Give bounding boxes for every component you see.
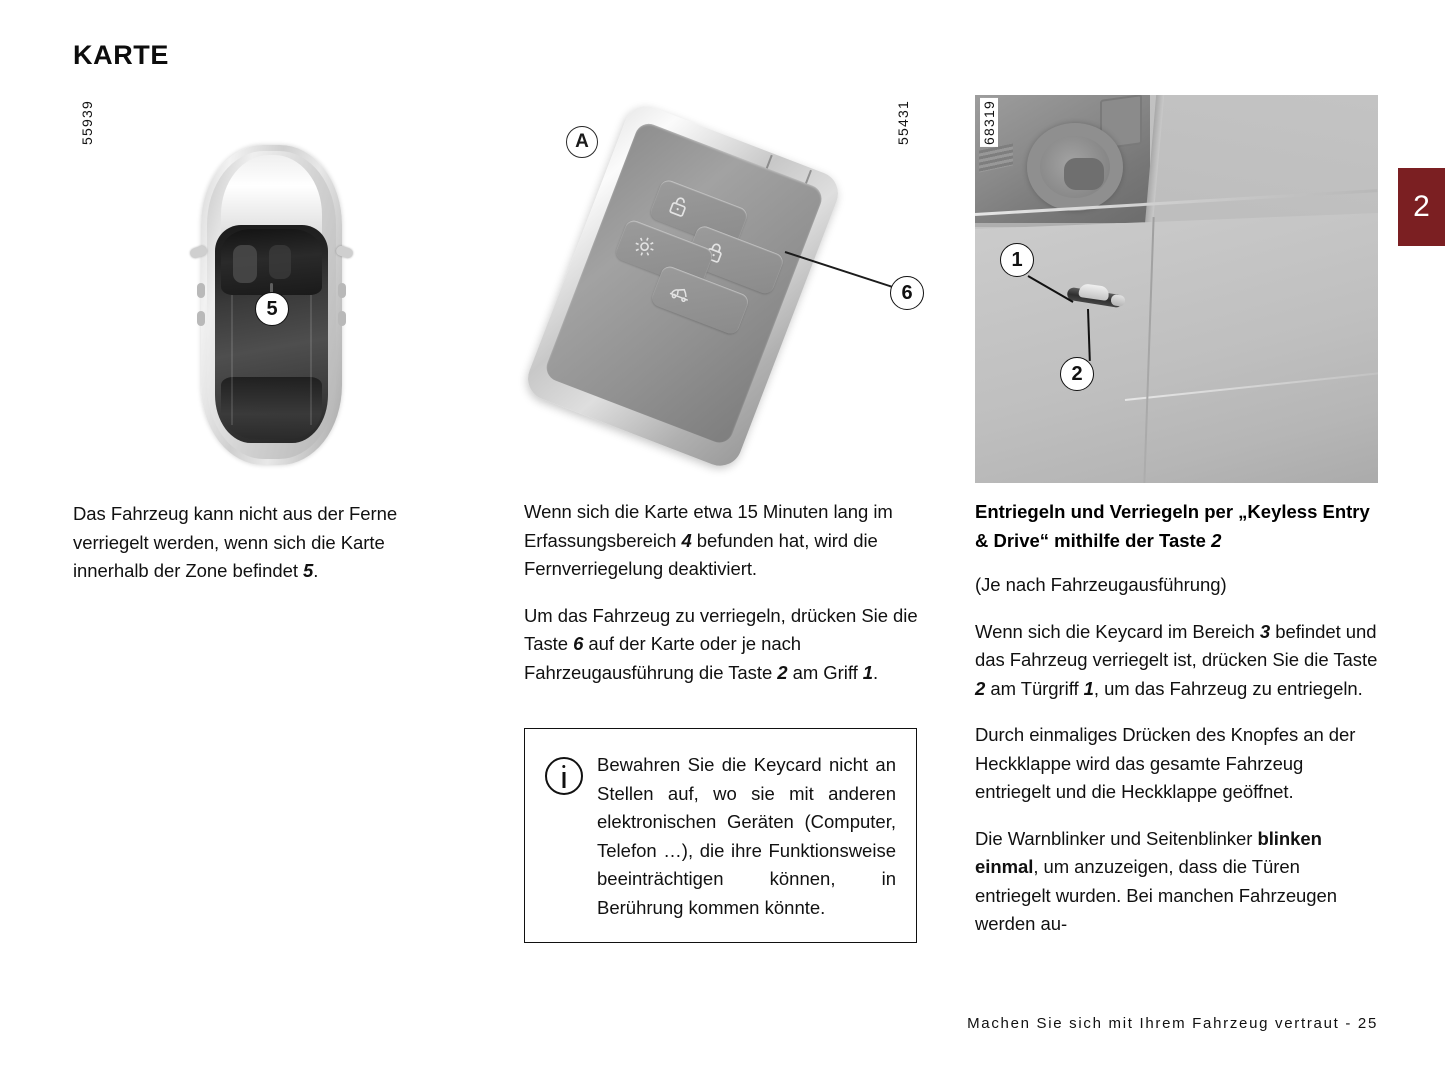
paragraph-c3-3: Durch einmaliges Drücken des Knopfes an der Heckklappe wird das gesamte Fahrzeug entriegelt und die Heckklappe geöffnet. <box>975 724 1356 802</box>
chapter-tab <box>1398 168 1445 246</box>
paragraph-text: Die Warnblinker und Seitenblinker <box>975 827 1258 849</box>
paragraph-c2-1 <box>524 498 919 584</box>
reference-number: 3 <box>1259 620 1271 642</box>
car-rear-glass <box>221 377 322 439</box>
emphasis-text: blinken einmal <box>975 827 1322 877</box>
reference-number: 4 <box>681 529 692 551</box>
car-handle-rear-left <box>197 311 205 326</box>
column-2-text <box>524 498 919 705</box>
paragraph-text: auf der Karte oder je nach Fahrzeugausführung die Taste <box>524 633 802 683</box>
paragraph-text-end: . <box>873 661 879 683</box>
air-vent <box>979 143 1013 172</box>
figure-label-text: A <box>575 131 589 152</box>
figure-keycard <box>524 90 919 480</box>
reference-number: 1 <box>1083 677 1094 699</box>
car-top-illustration <box>201 145 342 465</box>
steering-wheel <box>1027 123 1123 211</box>
unlock-icon <box>664 191 695 222</box>
section-heading <box>975 498 1378 555</box>
keycard-face <box>543 120 826 447</box>
figure-number-3: 68319 <box>981 100 997 145</box>
paragraph-c3-4 <box>975 825 1378 939</box>
callout-handle-1 <box>1000 243 1034 277</box>
paragraph-text: Wenn sich die Karte etwa 15 Minuten lang im Erfassungsbereich <box>524 501 893 551</box>
page-title: KARTE <box>73 40 169 70</box>
info-box <box>524 728 917 943</box>
body-crease-line <box>1125 371 1378 401</box>
car-handle-rear-right <box>338 311 346 326</box>
paragraph-c3-2 <box>975 618 1378 704</box>
column-3 <box>975 90 1378 934</box>
paragraph-text-end: . <box>313 560 319 581</box>
callout-label: 6 <box>901 281 913 304</box>
paragraph-c2-2 <box>524 602 919 688</box>
column-3-text <box>975 498 1378 957</box>
door-handle <box>1067 285 1125 305</box>
reference-number: 5 <box>303 560 314 581</box>
page-footer: Machen Sie sich mit Ihrem Fahrzeug vertraut - 25 <box>967 1015 1378 1032</box>
callout-label: 2 <box>1071 362 1083 385</box>
paragraph-text: Das Fahrzeug kann nicht aus der Ferne verriegelt werden, wenn sich die Karte innerhalb der Zone befindet <box>73 503 398 581</box>
paragraph-text: am Türgriff <box>985 677 1084 699</box>
callout-button-6 <box>890 276 924 310</box>
column-2 <box>524 90 919 918</box>
paragraph-text: am Griff <box>787 661 863 683</box>
callout-label: 5 <box>266 297 278 320</box>
callout-zone-5 <box>255 292 289 326</box>
info-box-text: Bewahren Sie die Keycard nicht an Stellen auf, wo sie mit anderen elektronischen Geräten (Computer, Telefon …), die ihre Funktionsweise beeinträchtigen können, in Berührung kommen könnte. <box>597 754 896 918</box>
reference-number: 1 <box>862 661 874 683</box>
paragraph-text-end: befunden hat, wird die Fernverriegelung deaktiviert. <box>524 529 878 579</box>
tailgate-icon <box>665 277 696 308</box>
callout-label: 1 <box>1011 248 1023 271</box>
figure-number-2: 55431 <box>895 100 911 145</box>
figure-number-1: 55939 <box>79 100 95 145</box>
paragraph-text: Um das Fahrzeug zu verriegeln, drücken Sie die Taste <box>524 604 918 654</box>
car-seat-left <box>233 245 257 283</box>
door-body-panel <box>975 213 1378 483</box>
car-seat-right <box>269 245 291 279</box>
callout-button-2 <box>1060 357 1094 391</box>
lights-icon <box>629 231 660 262</box>
paragraph-text-end: , um das Fahrzeug zu entriegeln. <box>1093 677 1363 699</box>
paragraph-text-end: , um anzuzeigen, dass die Türen entriegelt wurden. Bei manchen Fahrzeugen werden au- <box>975 856 1338 934</box>
paragraph-c1-1 <box>73 500 456 586</box>
reference-number: 2 <box>1211 529 1222 551</box>
paragraph-c3-1: (Je nach Fahrzeugausführung) <box>975 574 1227 595</box>
car-body-line-left <box>231 295 233 425</box>
paragraph-text: befindet und das Fahrzeug verriegelt ist, drücken Sie die Taste <box>975 620 1378 670</box>
column-1 <box>73 90 456 581</box>
steering-wheel-hub <box>1064 158 1104 190</box>
heading-text: Entriegeln und Verriegeln per „Keyless Entry & Drive“ mithilfe der Taste <box>975 501 1370 551</box>
keycard-shell <box>522 100 845 472</box>
reference-number: 2 <box>975 677 986 699</box>
car-handle-front-left <box>197 283 205 298</box>
paragraph-text: Wenn sich die Keycard im Bereich <box>975 620 1260 642</box>
column-1-text <box>73 500 456 604</box>
door-handle-photo <box>975 95 1378 483</box>
reference-number: 2 <box>777 661 788 683</box>
figure-car-top-view <box>73 90 456 480</box>
car-body-line-right <box>310 295 312 425</box>
reference-number: 6 <box>573 633 584 654</box>
car-handle-front-right <box>338 283 346 298</box>
figure-door-handle <box>975 90 1378 485</box>
chapter-tab-number: 2 <box>1413 190 1430 223</box>
info-icon <box>545 757 583 795</box>
